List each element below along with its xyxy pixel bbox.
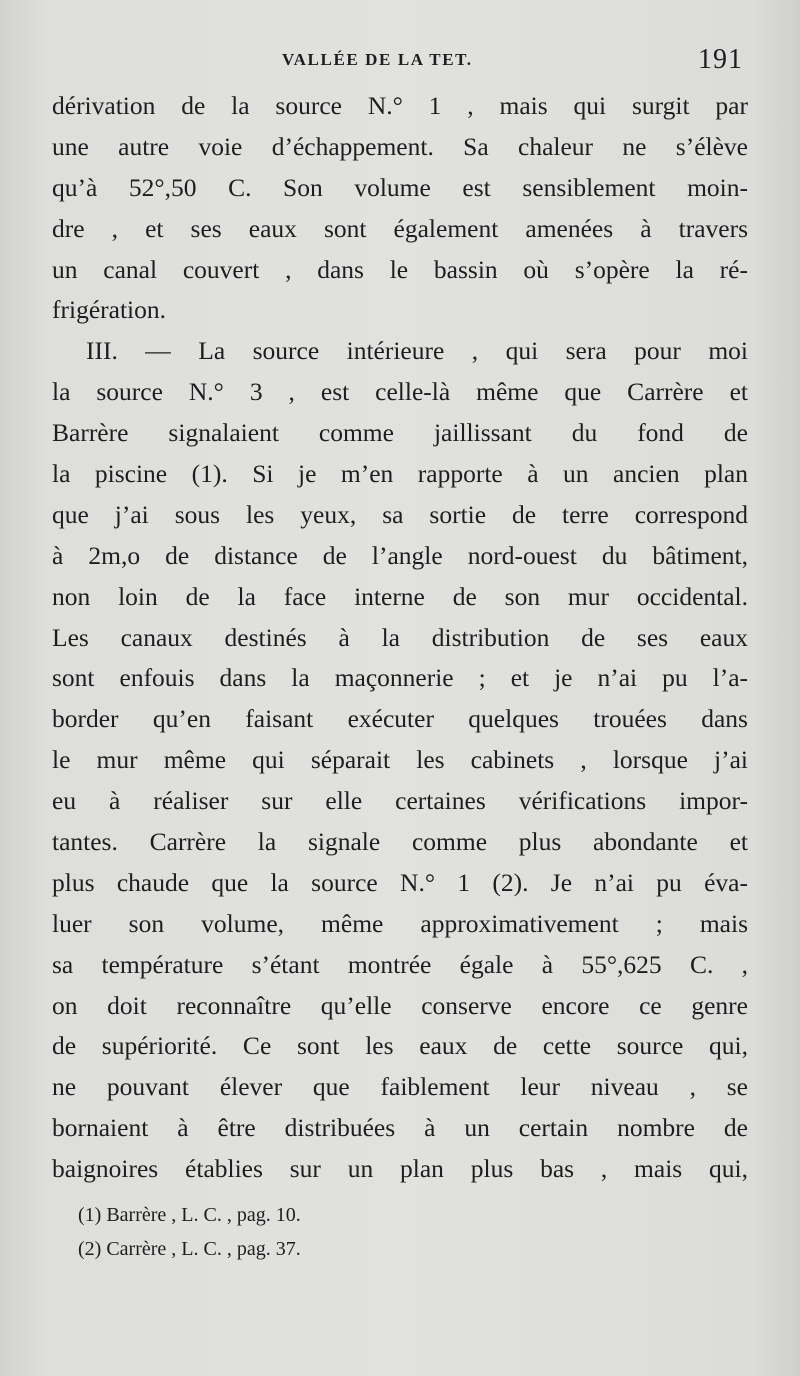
text-line: Les canaux destinés à la distribution de ses eaux xyxy=(52,622,748,652)
text-line: la source N.° 3 , est celle-là même que Carrère et xyxy=(52,377,748,407)
running-title: VALLÉE DE LA TET. xyxy=(282,50,473,69)
text-line: III. — La source intérieure , qui sera pour moi xyxy=(86,336,748,366)
text-line: un canal couvert , dans le bassin où s’opère la ré- xyxy=(52,254,748,284)
text-line: dérivation de la source N.° 1 , mais qui surgit par xyxy=(52,91,748,120)
page-number: 191 xyxy=(698,44,743,75)
text-line: ne pouvant élever que faiblement leur niveau , se xyxy=(52,1072,748,1102)
footnotes xyxy=(78,1198,578,1266)
text-line: dre , et ses eaux sont également amenées à travers xyxy=(52,213,748,243)
text-line: non loin de la face interne de son mur occidental. xyxy=(52,581,748,611)
text-line: frigération. xyxy=(52,295,166,325)
footnote: (2) Carrère , L. C. , pag. 37. xyxy=(78,1238,301,1260)
text-line: baignoires établies sur un plan plus bas , mais qui, xyxy=(52,1154,748,1184)
text-line: on doit reconnaître qu’elle conserve encore ce genre xyxy=(52,990,748,1020)
text-line: luer son volume, même approximativement ; mais xyxy=(52,908,748,938)
text-line: que j’ai sous les yeux, sa sortie de terre correspond xyxy=(52,499,748,529)
text-line: eu à réaliser sur elle certaines vérifications impor- xyxy=(52,786,748,816)
body-text xyxy=(52,86,748,1190)
running-head xyxy=(0,46,800,76)
text-line: la piscine (1). Si je m’en rapporte à un ancien plan xyxy=(52,459,748,489)
text-line: une autre voie d’échappement. Sa chaleur ne s’élève xyxy=(52,131,748,161)
text-line: de supériorité. Ce sont les eaux de cette source qui, xyxy=(52,1031,748,1061)
text-line: à 2m,o de distance de l’angle nord-ouest du bâtiment, xyxy=(52,540,748,570)
text-line: Barrère signalaient comme jaillissant du fond de xyxy=(52,418,748,448)
text-line: tantes. Carrère la signale comme plus abondante et xyxy=(52,827,748,857)
text-line: bornaient à être distribuées à un certain nombre de xyxy=(52,1113,748,1143)
text-line: qu’à 52°,50 C. Son volume est sensiblement moin- xyxy=(52,172,748,202)
text-line: le mur même qui séparait les cabinets , lorsque j’ai xyxy=(52,745,748,775)
text-line: sont enfouis dans la maçonnerie ; et je n’ai pu l’a- xyxy=(52,663,748,693)
footnote: (1) Barrère , L. C. , pag. 10. xyxy=(78,1204,301,1226)
text-line: plus chaude que la source N.° 1 (2). Je n’ai pu éva- xyxy=(52,867,748,897)
text-line: border qu’en faisant exécuter quelques trouées dans xyxy=(52,704,748,734)
text-line: sa température s’étant montrée égale à 55°,625 C. , xyxy=(52,949,748,979)
